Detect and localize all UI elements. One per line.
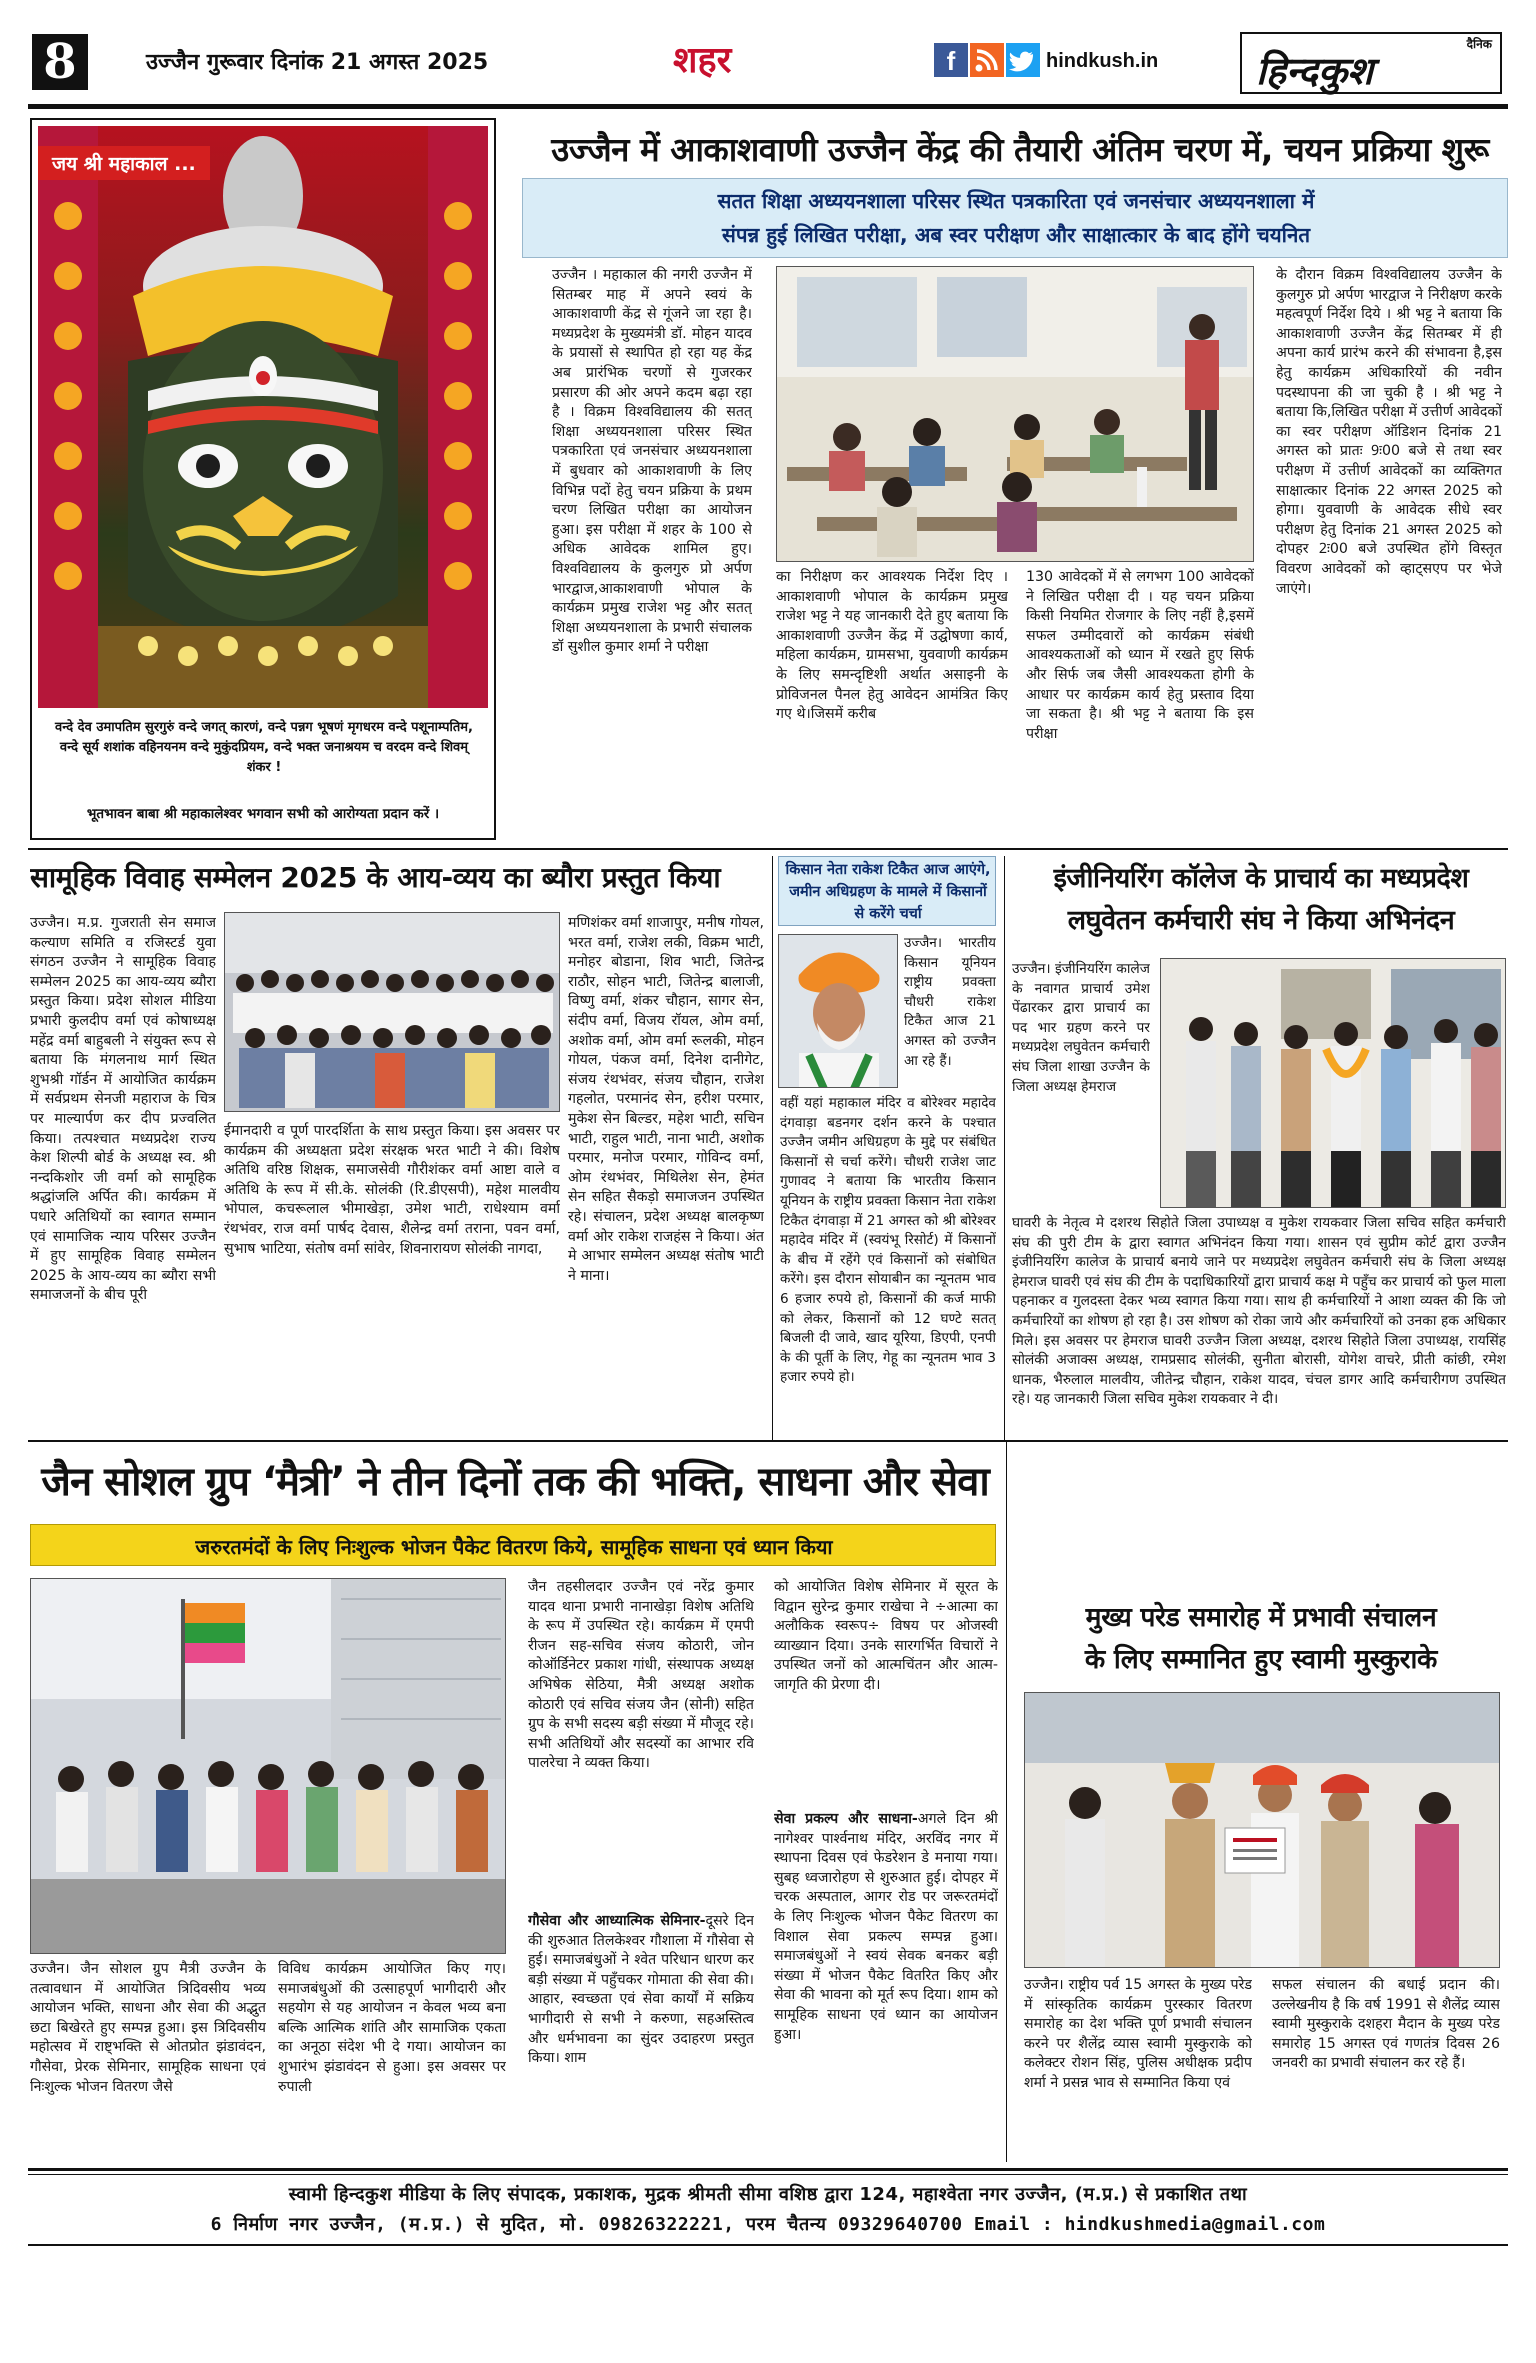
story4-col-wide: घावरी के नेतृत्व मे दशरथ सिहोते जिला उपाध्यक्ष व मुकेश रायकवार जिला सचिव सहित कर्मचारी संघ की पुरी टीम के द्वारा स्वागत अभिनंदन किया गया। शासन एवं सुप्रीम कोर्ट द्वारा उज्जैन इंजीनियरिंग कालेज के प्राचार्य बनाये जाने पर मध्यप्रदेश लघुवेतन कर्मचारी संघ के जिला अध्यक्ष हेमराज घावरी एवं संघ की टीम के पदाधिकारियों द्वारा प्राचार्य कक्ष मे पहुँच कर प्राचार्य को फुल माला पहनाकर व गुलदस्ता देकर भव्य स्वागत किया गया। साथ ही कर्मचारियों ने आशा व्यक्त की कि जो कर्मचारियों का शोषण हो रहा है। उस शोषण को रोका जाये और कर्मचारियों को उनका हक अधिकार मिले। इस अवसर पर हेमराज घावरी उज्जैन जिला अध्यक्ष, दशरथ सिहोते जिला उपाध्यक्ष, रायसिंह सोलंकी अजाक्स अध्यक्ष, रामप्रसाद सोलंकी, सुनीता बोरासी, योगेश वाचरे, प्रीती कांछी, रमेश धानक, भैरुलाल मालवीय, जीतेन्द्र चौहान, राकेश यादव, चंचल डागर आदि कर्मचारीगण उपस्थित रहे। यह जानकारी जिला सचिव मुकेश रायकवार ने दी। [1012, 1215, 1506, 1408]
story5-col4b [774, 1810, 998, 2162]
story5-col2: विविध कार्यक्रम आयोजित किए गए। समाजबंधुओं की उत्साहपूर्ण भागीदारी और सहयोग से यह आयोजन न केवल भव्य बना बल्कि आत्मिक शांति और सामाजिक एकता का अनूठा संदेश भी दे गया। आयोजन का शुभारंभ झंडावंदन से हुआ। इस अवसर पर रुपाली [278, 1961, 506, 2095]
story2-col2: ईमानदारी व पूर्ण पारदर्शिता के साथ प्रस्तुत किया। इस अवसर पर कार्यक्रम की अध्यक्षता प्रदेश संरक्षक भरत भाटी ने की। विशेष अतिथि वरिष्ठ शिक्षक, समाजसेवी गौरीशंकर वर्मा आष्टा वाले व अतिथि के रूप में सी.के. सोलंकी (रि.डीएसपी), महेश मालवीय भोपाल, कचरूलाल भीमाखेड़ा, उमेश भाटी, राधेश्याम वर्मा रंथभंवर, राज वर्मा पार्षद देवास, शैलेन्द्र वर्मा तराना, पवन वर्मा, सुभाष भाटिया, संतोष वर्मा सांवेर, शिवनारायण सोलंकी नागदा, [224, 1123, 560, 1257]
story6-photo [1024, 1692, 1500, 1968]
story4-photo [1160, 958, 1506, 1208]
row2-rule-left [28, 1440, 1006, 1442]
story5-col3b [528, 1912, 754, 2162]
masthead [28, 28, 1508, 104]
page-number: 8 [32, 34, 88, 90]
footer-line1: स्वामी हिन्दकुश मीडिया के लिए संपादक, प्रकाशक, मुद्रक श्रीमती सीमा वशिष्ठ द्वारा 124, महाश्वेता नगर उज्जैन, (म.प्र.) से प्रकाशित तथा [288, 2184, 1248, 2205]
story1-col2: का निरीक्षण कर आवश्यक निर्देश दिए । आकाशवाणी भोपाल के कार्यक्रम प्रमुख राजेश भट्ट ने यह जानकारी देते हुए बताया कि आकाशवाणी उज्जैन केंद्र में उद्घोषणा कार्य, महिला कार्यक्रम, ग्रामसभा, युववाणी कार्यक्रम के लिए समन्दृष्टिशी अर्थात असाइनी के प्रोविजनल पैनल हेतु आवेदन आमंत्रित किए गए थे।जिसमें करीब [776, 569, 1008, 723]
story3-photo [778, 934, 898, 1088]
logo-small: दैनिक [1466, 37, 1492, 51]
twitter-icon[interactable] [1006, 43, 1040, 77]
row1-rule [28, 848, 1508, 850]
mahakal-label: जय श्री महाकाल ... [38, 146, 210, 180]
story3-body: वहीं यहां महाकाल मंदिर व बोरेश्वर महादेव दंगवाड़ा बडनगर दर्शन करने के पश्चात उज्जैन जमीन अधिग्रहण के मुद्दे पर संबंधित किसानों से चर्चा करेंगे। चौधरी राजेश जाट गुणावद ने बताया कि भारतीय किसान यूनियन के राष्ट्रीय प्रवक्ता किसान नेता राकेश टिकैत दंगवाड़ा में 21 अगस्त को श्री बोरेश्वर महादेव मंदिर में (स्वयंभू रिसोर्ट) में किसानों के बीच में रहेंगे एवं किसानों को संबोधित करेंगे। इस दौरान सोयाबीन का न्यूनतम भाव 6 हजार रुपये हो, किसानों की कर्ज माफी को लेकर, किसानों को 12 घण्टे सतत् बिजली दी जावे, खाद यूरिया, डिएपी, एनपी के की पूर्ती के लिए, गेहू का न्यूनतम भाव 3 हजार रुपये हो। [780, 1095, 996, 1386]
mahakal-verse: वन्दे देव उमापतिम सुरगुरुं वन्दे जगत् कारणं, वन्दे पन्नग भूषणं मृगधरम वन्दे पशूनाम्पतिम, वन्दे सूर्य शशांक वहिनयनम वन्दे मुकुंदप्रियम, वन्दे भक्त जनाश्रयम च वरदम वन्दे शिवम् शंकर ! [55, 720, 473, 775]
story1-col1: उज्जैन । महाकाल की नगरी उज्जैन में सितम्बर माह में अपने स्वयं के आकाशवाणी केंद्र से गूंजने जा रहा है।मध्यप्रदेश के मुख्यमंत्री डॉ. मोहन यादव के प्रयासों से स्थापित हो रहा यह केंद्र अब प्रारंभिक चरणों से गुजरकर प्रसारण की ओर अपने कदम बढ़ा रहा है । विक्रम विश्वविद्यालय की सतत् शिक्षा अध्ययनशाला परिसर स्थित पत्रकारिता एवं जनसंचार अध्ययनशाला में बुधवार को आकाशवाणी के लिए विभिन्न पदों हेतु चयन प्रक्रिया के प्रथम चरण लिखित परीक्षा का आयोजन हुआ। इस परीक्षा में शहर के 100 से अधिक आवेदक शामिल हुए।विश्वविद्यालय के कुलगुरु प्रो अर्पण भारद्वाज,आकाशवाणी भोपाल के कार्यक्रम प्रमुख राजेश भट्ट और सतत् शिक्षा अध्ययनशाला के प्रभारी संचालक डॉ सुशील कुमार शर्मा ने परीक्षा [552, 267, 752, 656]
story2-headline: सामूहिक विवाह सम्मेलन 2025 के आय-व्यय का ब्यौरा प्रस्तुत किया [30, 861, 721, 894]
story5-col4b-text: अगले दिन श्री नागेश्वर पार्श्वनाथ मंदिर, अरविंद नगर में स्थापना दिवस एवं फेडरेशन डे मनाया गया। सुबह ध्वजारोहण से शुरुआत हुई। दोपहर में चरक अस्पताल, आगर रोड पर जरूरतमंदों के लिए निःशुल्क भोजन पैकेट वितरण का विशाल सेवा प्रकल्प सम्पन्न हुआ। समाजबंधुओं ने स्वयं सेवक बनकर बड़ी संख्या में भोजन पैकेट वितरित किए और सेवा की भावना को मूर्त रूप दिया। शाम को सामूहिक साधना एवं ध्यान का आयोजन हुआ। [774, 1811, 998, 2043]
story5-col3b-text: दूसरे दिन की शुरुआत तिलकेश्वर गौशाला में गौसेवा से हुई। समाजबंधुओं ने श्वेत परिधान धारण कर बड़ी संख्या में पहुँचकर गोमाता की सेवा की। आहार, स्वच्छता एवं सेवा कार्यों में सक्रिय भागीदारी से सभी ने करुणा, सहअस्तित्व और धर्मभावना का सुंदर उदाहरण प्रस्तुत किया। शाम [528, 1913, 754, 2067]
story1-deck-line1: सतत शिक्षा अध्ययनशाला परिसर स्थित पत्रकारिता एवं जनसंचार अध्ययनशाला में [717, 189, 1315, 213]
story5-headline: जैन सोशल ग्रुप ‘मैत्री’ ने तीन दिनों तक की भक्ति, साधना और सेवा [41, 1459, 989, 1505]
story6-headline-line1: मुख्य परेड समारोह में प्रभावी संचालन [1085, 1602, 1437, 1633]
footer-rule-bottom [28, 2244, 1508, 2246]
story5-col3b-lead: गौसेवा और आध्यात्मिक सेमिनार- [528, 1913, 706, 1929]
logo-main: हिन्दकुश [1256, 48, 1373, 93]
story1-deck [522, 178, 1508, 258]
story1-photo [776, 266, 1254, 562]
story5-right-rule [1006, 1442, 1007, 2162]
story5-deck [30, 1524, 996, 1566]
story5-col3a: जैन तहसीलदार उज्जैन एवं नरेंद्र कुमार यादव थाना प्रभारी नानाखेड़ा विशेष अतिथि के रूप में उपस्थित रहे। कार्यक्रम में एमपी रीजन सह-सचिव संजय कोठारी, जोन कोऑर्डिनेटर प्रकाश गांधी, संस्थापक अध्यक्ष अभिषेक सेठिया, मैत्री अध्यक्ष अशोक कोठारी एवं सचिव संजय जैन (सोनी) सहित ग्रुप के सभी सदस्य बड़ी संख्या में मौजूद रहे। सभी अतिथियों और सदस्यों का आभार रवि पालरेचा ने व्यक्त किया। [528, 1579, 754, 1772]
story3-headline-box [778, 856, 996, 926]
story2-right-rule [772, 856, 773, 1440]
story3-headline: किसान नेता राकेश टिकैत आज आएंगे, जमीन अधिग्रहण के मामले में किसानों से करेंगे चर्चा [785, 862, 991, 922]
logo [1240, 32, 1502, 94]
story5-col1: उज्जैन। जैन सोशल ग्रुप मैत्री उज्जैन के तत्वावधान में आयोजित त्रिदिवसीय भव्य आयोजन भक्ति, साधना और सेवा की अद्भुत छटा बिखेरते हुए सम्पन्न हुआ। इस त्रिदिवसीय महोत्सव में राष्ट्भक्ति से ओतप्रोत झंडावंदन, गौसेवा, प्रेरक सेमिनार, सामूहिक साधना एवं निःशुल्क भोजन वितरण जैसे [30, 1961, 266, 2095]
row2-rule-right [1006, 1440, 1508, 1442]
story3-body-top: उज्जैन। भारतीय किसान यूनियन राष्ट्रीय प्रवक्ता चौधरी राकेश टिकैत आज 21 अगस्त को उज्जैन आ रहे हैं। [904, 935, 996, 1069]
story5-photo [30, 1578, 506, 1954]
story1-col4: के दौरान विक्रम विश्वविद्यालय उज्जैन के कुलगुरु प्रो अर्पण भारद्वाज ने निरीक्षण करके महत्वपूर्ण निर्देश दिये । श्री भट्ट ने बताया कि आकाशवाणी उज्जैन केंद्र सितम्बर में ही अपना कार्य प्रारंभ करने की संभावना है,इस हेतु कार्यक्रम अधिकारियों की नवीन पदस्थापना की जा चुकी है । श्री भट्ट ने बताया कि,लिखित परीक्षा में उत्तीर्ण आवेदकों का स्वर परीक्षण ऑडिशन दिनांक 21 अगस्त को प्रातः 9ः00 बजे से तथा स्वर परीक्षण में उत्तीर्ण आवेदकों का व्यक्तिगत साक्षात्कार दिनांक 22 अगस्त 2025 को होगा। युववाणी के आवेदक सीधे स्वर परीक्षण हेतु दिनांक 21 अगस्त 2025 को दोपहर 2ः00 बजे उपस्थित होंगे विस्तृत विवरण आवेदकों को व्हाट्सएप पर भेजे जाएंगे। [1276, 267, 1502, 597]
story5-col4a: को आयोजित विशेष सेमिनार में सूरत के विद्वान सुरेन्द्र कुमार राखेचा ने ÷आत्मा का अलौकिक स्वरूप÷ विषय पर ओजस्वी व्याख्यान दिया। उनके सारगर्भित विचारों ने उपस्थित जनों को आत्मचिंतन और आत्म-जागृति की प्रेरणा दी। [774, 1579, 998, 1693]
rss-icon[interactable] [970, 43, 1004, 77]
story2-col3: मणिशंकर वर्मा शाजापुर, मनीष गोयल, भरत वर्मा, राजेश लकी, विक्रम भाटी, मनोहर बोडाना, शिव भाटी, जितेन्द्र राठौर, सोहन भाटी, जितेन्द्र बालाजी, विष्णु वर्मा, शंकर चौहान, सागर सेन, संदीप वर्मा, विजय रॉयल, ओम वर्मा, अशोक वर्मा, ओम वर्मा रूलकी, मोहन गोयल, पंकज वर्मा, दिनेश दानीगेट, संजय रंथभंवर, संजय चौहान, राजेश गहलोत, परमानंद सेन, हरीश परमार, मुकेश सेन बिल्डर, महेश भाटी, सचिन भाटी, राहुल भाटी, नाना भाटी, अशोक परमार, मनोज परमार, गोविन्द वर्मा, ओम रंथभंवर, मिथिलेश सेन, हेमंत सेन सहित सैकड़ो समाजजन उपस्थित रहे। संचालन, प्रदेश अध्यक्ष बालकृष्ण वर्मा ओर राकेश राजहंस ने किया। अंत मे आभार सम्मेलन अध्यक्ष संतोष भाटी ने माना। [568, 915, 764, 1284]
social-icons [934, 43, 1040, 77]
footer-line2: 6 निर्माण नगर उज्जैन, (म.प्र.) से मुदित, मो. 09826322221, परम चैतन्य 09329640700 Email : hindkushmedia@gmail.com [210, 2214, 1326, 2235]
mahakal-blessing: भूतभावन बाबा श्री महाकालेश्वर भगवान सभी को आरोग्यता प्रदान करें । [86, 806, 440, 822]
section-title: शहर [673, 40, 732, 81]
story4-headline-line1: इंजीनियरिंग कॉलेज के प्राचार्य का मध्यप्रदेश [1053, 863, 1469, 894]
dateline: उज्जैन गुरूवार दिनांक 21 अगस्त 2025 [146, 50, 489, 75]
story6-col2: सफल संचालन की बधाई प्रदान की। उल्लेखनीय है कि वर्ष 1991 से शैलेंद्र व्यास स्वामी मुस्कुराके दशहरा मैदान के मुख्य परेड समारोह 15 अगस्त एवं गणतंत्र दिवस 26 जनवरी का प्रभावी संचालन कर रहे हैं। [1272, 1977, 1500, 2072]
story6-headline-line2: के लिए सम्मानित हुए स्वामी मुस्कुराके [1084, 1644, 1438, 1675]
story1-col3: 130 आवेदकों में से लगभग 100 आवेदकों ने लिखित परीक्षा दी । यह चयन प्रक्रिया किसी नियमित रोजगार के लिए नहीं है,इसमें सफल उम्मीदवारों को कार्यक्रम संबंधी आवश्यकताओं को ध्यान में रखते हुए सिर्फ और सिर्फ जब जैसी आवश्यकता होगी के आधार पर कार्यक्रम कार्य हेतु प्रस्ताव दिया जा सकता है। श्री भट्ट ने बताया कि इस परीक्षा [1026, 569, 1254, 742]
facebook-icon[interactable]: f [934, 43, 968, 77]
story1-headline: उज्जैन में आकाशवाणी उज्जैन केंद्र की तैयारी अंतिम चरण में, चयन प्रक्रिया शुरू [551, 130, 1489, 169]
footer-rule-top [28, 2168, 1508, 2171]
story4-headline-line2: लघुवेतन कर्मचारी संघ ने किया अभिनंदन [1067, 905, 1455, 936]
story5-deck-text: जरुरतमंदों के लिए निःशुल्क भोजन पैकेट वितरण किये, सामूहिक साधना एवं ध्यान किया [195, 1535, 833, 1559]
website-link[interactable]: hindkush.in [1046, 50, 1159, 72]
footer-rule-top2 [28, 2174, 1508, 2175]
story6-col1: उज्जैन। राष्ट्रीय पर्व 15 अगस्त के मुख्य परेड में सांस्कृतिक कार्यक्रम पुरस्कार वितरण समारोह का देश भक्ति पूर्ण प्रभावी संचालन करने पर शैलेंद्र व्यास स्वामी मुस्कुराके को कलेक्टर रोशन सिंह, पुलिस अधीक्षक प्रदीप शर्मा ने प्रसन्न भाव से सम्मानित किया एवं [1024, 1977, 1252, 2091]
story2-col1: उज्जैन। म.प्र. गुजराती सेन समाज कल्याण समिति व रजिस्टर्ड युवा संगठन उज्जैन ने सामूहिक विवाह सम्मेलन 2025 का आय-व्यय ब्यौरा प्रस्तुत किया। प्रदेश सोशल मीडिया प्रभारी कुलदीप वर्मा एवं कोषाध्यक्ष महेंद्र वर्मा बाहुबली ने संयुक्त रूप से बताया कि मंगलनाथ मार्ग स्थित शुभश्री गॉर्डन में आयोजित कार्यक्रम में सर्वप्रथम सेनजी महाराज के चित्र पर माल्यार्पण कर दीप प्रज्वलित किया। तत्पश्चात मध्यप्रदेश राज्य केश शिल्पी बोर्ड के अध्यक्ष स्व. श्री नन्दकिशोर जी वर्मा को सामूहिक श्रद्धांजलि अर्पित की। कार्यक्रम में पधारे अतिथियों का स्वागत सम्मान एवं सामाजिक न्याय परिसर उज्जैन में हुए सामूहिक विवाह सम्मेलन 2025 के आय-व्यय का ब्यौरा सभी समाजजनों के बीच पूरी [30, 915, 216, 1304]
story3-right-rule [1004, 856, 1005, 1440]
mahakal-photo [38, 126, 488, 708]
story1-deck-line2: संपन्न हुई लिखित परीक्षा, अब स्वर परीक्षण और साक्षात्कार के बाद होंगे चयनित [721, 223, 1311, 247]
story4-col-narrow: उज्जैन। इंजीनियरिंग कालेज के नवागत प्राचार्य उमेश पेंढारकर द्वारा प्राचार्य का पद भार ग्रहण करने पर मध्यप्रदेश लघुवेतन कर्मचारी संघ जिला शाखा उज्जैन के जिला अध्यक्ष हेमराज [1012, 961, 1150, 1095]
story2-photo [224, 912, 560, 1112]
story5-col4b-lead: सेवा प्रकल्प और साधना- [774, 1811, 918, 1827]
masthead-rule [28, 104, 1508, 109]
mahakal-box [30, 118, 496, 840]
